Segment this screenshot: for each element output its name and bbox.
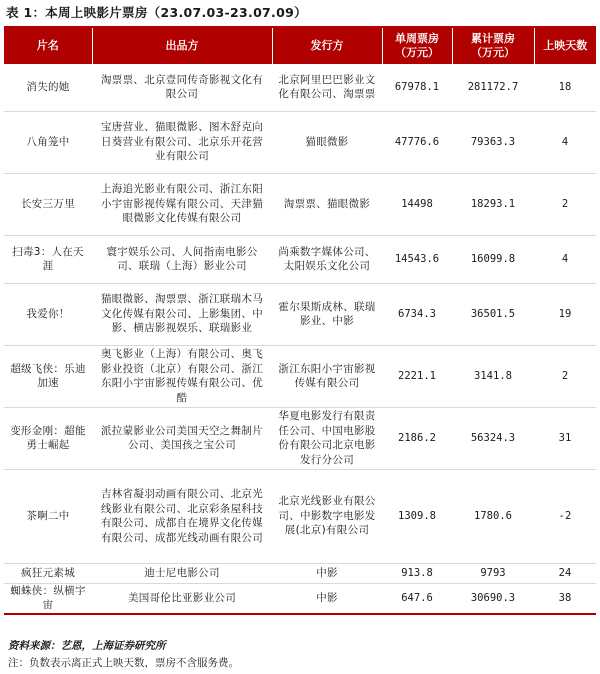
distributor-cell: 猫眼微影 — [272, 111, 382, 173]
distributor-cell: 中影 — [272, 563, 382, 583]
header-weekly: 单周票房 （万元） — [382, 28, 452, 64]
days-showing: 19 — [534, 283, 596, 345]
weekly-box-office: 913.8 — [382, 563, 452, 583]
header-producer: 出品方 — [92, 28, 272, 64]
footnote: 注：负数表示离正式上映天数，票房不含服务费。 — [8, 657, 239, 669]
film-title: 蜘蛛侠：纵横宇宙 — [4, 583, 92, 614]
distributor-cell: 北京光线影业有限公司、中影数字电影发展(北京)有限公司 — [272, 469, 382, 563]
weekly-box-office: 1309.8 — [382, 469, 452, 563]
header-distributor: 发行方 — [272, 28, 382, 64]
days-showing: 2 — [534, 345, 596, 407]
header-film: 片名 — [4, 28, 92, 64]
weekly-box-office: 647.6 — [382, 583, 452, 614]
film-title: 八角笼中 — [4, 111, 92, 173]
table-row — [4, 563, 596, 583]
source-note: 资料来源：艺恩，上海证券研究所 — [8, 640, 166, 652]
cumulative-box-office: 16099.8 — [452, 235, 534, 283]
producer-cell: 奥飞影业（上海）有限公司、奥飞影业投资（北京）有限公司、浙江东阳小宇宙影视传媒有限公司、优酷 — [92, 345, 272, 407]
header-row — [4, 28, 596, 64]
table-row — [4, 283, 596, 345]
film-title: 我爱你！ — [4, 283, 92, 345]
film-title: 扫毒3：人在天涯 — [4, 235, 92, 283]
distributor-cell: 霍尔果斯成林、联瑞影业、中影 — [272, 283, 382, 345]
cumulative-box-office: 18293.1 — [452, 173, 534, 235]
distributor-cell: 尚乘数字媒体公司、太阳娱乐文化公司 — [272, 235, 382, 283]
producer-cell: 淘票票、北京壹同传奇影视文化有限公司 — [92, 64, 272, 111]
days-showing: 24 — [534, 563, 596, 583]
film-title: 长安三万里 — [4, 173, 92, 235]
table-row — [4, 173, 596, 235]
producer-cell: 宝唐营业、猫眼微影、图木舒克向日葵营业有限公司、北京乐开花营业有限公司 — [92, 111, 272, 173]
days-showing: 4 — [534, 235, 596, 283]
cumulative-box-office: 3141.8 — [452, 345, 534, 407]
weekly-box-office: 14543.6 — [382, 235, 452, 283]
weekly-box-office: 14498 — [382, 173, 452, 235]
table-row — [4, 64, 596, 111]
film-title: 疯狂元素城 — [4, 563, 92, 583]
film-title: 茶啊二中 — [4, 469, 92, 563]
cumulative-box-office: 281172.7 — [452, 64, 534, 111]
weekly-box-office: 2186.2 — [382, 407, 452, 469]
cumulative-box-office: 56324.3 — [452, 407, 534, 469]
weekly-box-office: 6734.3 — [382, 283, 452, 345]
table-row — [4, 111, 596, 173]
producer-cell: 猫眼微影、淘票票、浙江联瑞木马文化传媒有限公司、上影集团、中影、横店影视娱乐、联瑞影业 — [92, 283, 272, 345]
table-row — [4, 583, 596, 614]
weekly-box-office: 2221.1 — [382, 345, 452, 407]
days-showing: -2 — [534, 469, 596, 563]
cumulative-box-office: 79363.3 — [452, 111, 534, 173]
days-showing: 38 — [534, 583, 596, 614]
days-showing: 18 — [534, 64, 596, 111]
header-cumulative: 累计票房 （万元） — [452, 28, 534, 64]
distributor-cell: 浙江东阳小宇宙影视传媒有限公司 — [272, 345, 382, 407]
cumulative-box-office: 30690.3 — [452, 583, 534, 614]
distributor-cell: 北京阿里巴巴影业文化有限公司、淘票票 — [272, 64, 382, 111]
producer-cell: 上海追光影业有限公司、浙江东阳小宇宙影视传媒有限公司、天津猫眼微影文化传媒有限公司 — [92, 173, 272, 235]
distributor-cell: 中影 — [272, 583, 382, 614]
days-showing: 2 — [534, 173, 596, 235]
table-row — [4, 345, 596, 407]
table-row — [4, 407, 596, 469]
cumulative-box-office: 1780.6 — [452, 469, 534, 563]
producer-cell: 寰宇娱乐公司、人间指南电影公司、联瑞（上海）影业公司 — [92, 235, 272, 283]
producer-cell: 派拉蒙影业公司美国天空之舞制片公司、美国孩之宝公司 — [92, 407, 272, 469]
film-title: 消失的她 — [4, 64, 92, 111]
cumulative-box-office: 9793 — [452, 563, 534, 583]
film-title: 变形金刚：超能勇士崛起 — [4, 407, 92, 469]
days-showing: 4 — [534, 111, 596, 173]
table-row — [4, 235, 596, 283]
table-row — [4, 469, 596, 563]
distributor-cell: 华夏电影发行有限责任公司、中国电影股份有限公司北京电影发行分公司 — [272, 407, 382, 469]
weekly-box-office: 47776.6 — [382, 111, 452, 173]
producer-cell: 美国哥伦比亚影业公司 — [92, 583, 272, 614]
table-title: 表 1：本周上映影片票房（23.07.03-23.07.09） — [6, 5, 307, 20]
producer-cell: 吉林省凝羽动画有限公司、北京光线影业有限公司、北京彩条屋科技有限公司、成都自在境界文化传媒有限公司、成都光线动画有限公司 — [92, 469, 272, 563]
days-showing: 31 — [534, 407, 596, 469]
producer-cell: 迪士尼电影公司 — [92, 563, 272, 583]
box-office-table — [4, 28, 596, 615]
cumulative-box-office: 36501.5 — [452, 283, 534, 345]
film-title: 超级飞侠：乐迪加速 — [4, 345, 92, 407]
header-days: 上映天数 — [534, 28, 596, 64]
distributor-cell: 淘票票、猫眼微影 — [272, 173, 382, 235]
weekly-box-office: 67978.1 — [382, 64, 452, 111]
